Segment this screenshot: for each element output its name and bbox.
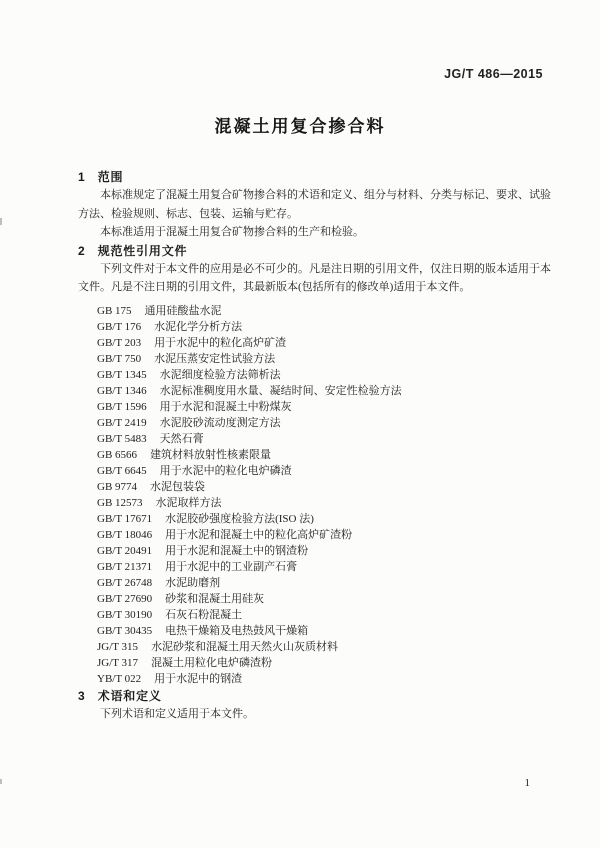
- reference-item: [97, 511, 560, 527]
- reference-title: 建筑材料放射性核素限量: [150, 448, 272, 461]
- reference-code: GB/T 27690: [97, 592, 153, 605]
- reference-code: GB/T 17671: [97, 512, 153, 525]
- reference-title: 用于水泥中的粒化高炉矿渣: [154, 336, 287, 349]
- scan-artifact: [0, 779, 2, 784]
- reference-item: [97, 543, 560, 559]
- document-body: [78, 168, 560, 723]
- reference-title: 水泥压蒸安定性试验方法: [154, 352, 276, 365]
- references-list: [78, 303, 560, 687]
- reference-title: 水泥化学分析方法: [154, 320, 243, 333]
- reference-title: 水泥包装袋: [150, 480, 206, 493]
- reference-code: GB/T 6645: [97, 464, 147, 477]
- reference-code: GB 6566: [97, 448, 138, 461]
- reference-title: 电热干燥箱及电热鼓风干燥箱: [165, 624, 309, 637]
- reference-item: [97, 591, 560, 607]
- standard-code-header: JG/T 486—2015: [444, 67, 543, 81]
- reference-title: 砂浆和混凝土用硅灰: [165, 592, 265, 605]
- section-number: 3: [78, 688, 85, 703]
- paragraph: 下列文件对于本文件的应用是必不可少的。凡是注日期的引用文件，仅注日期的版本适用于本文件。凡是不注日期的引用文件，其最新版本(包括所有的修改单)适用于本文件。: [78, 262, 551, 293]
- reference-item: [97, 335, 560, 351]
- reference-title: 混凝土用粒化电炉磷渣粉: [151, 656, 273, 669]
- section-title: 规范性引用文件: [97, 243, 188, 258]
- section-title: 范围: [97, 170, 124, 184]
- section-number: 2: [78, 243, 85, 258]
- reference-title: 水泥取样方法: [155, 496, 222, 509]
- reference-item: [97, 463, 560, 479]
- reference-item: [97, 367, 560, 383]
- paragraph: 本标准适用于混凝土用复合矿物掺合料的生产和检验。: [100, 226, 364, 238]
- reference-title: 天然石膏: [159, 432, 204, 445]
- reference-code: GB/T 30190: [97, 608, 153, 621]
- reference-item: [97, 415, 560, 431]
- reference-item: [97, 671, 560, 687]
- reference-title: 石灰石粉混凝土: [165, 608, 243, 621]
- reference-item: [97, 639, 560, 655]
- reference-item: [97, 383, 560, 399]
- reference-title: 水泥标准稠度用水量、凝结时间、安定性检验方法: [159, 384, 402, 397]
- reference-code: GB 175: [97, 304, 132, 317]
- section-heading-scope: [78, 168, 560, 186]
- reference-title: 水泥砂浆和混凝土用天然火山灰质材料: [151, 640, 339, 653]
- reference-item: [97, 447, 560, 463]
- reference-title: 水泥细度检验方法筛析法: [159, 368, 281, 381]
- reference-title: 水泥胶砂强度检验方法(ISO 法): [165, 512, 314, 525]
- reference-title: 水泥助磨剂: [165, 576, 221, 589]
- reference-item: [97, 575, 560, 591]
- reference-title: 用于水泥中的钢渣: [154, 672, 243, 685]
- reference-title: 用于水泥中的工业副产石膏: [165, 560, 298, 573]
- paragraph: 下列术语和定义适用于本文件。: [100, 707, 254, 720]
- reference-code: GB/T 30435: [97, 624, 153, 637]
- reference-item: [97, 607, 560, 623]
- reference-title: 用于水泥和混凝土中的钢渣粉: [165, 544, 309, 557]
- section-title: 术语和定义: [97, 688, 162, 703]
- reference-item: [97, 495, 560, 511]
- reference-code: JG/T 317: [97, 656, 139, 669]
- paragraph: 本标准规定了混凝土用复合矿物掺合料的术语和定义、组分与材料、分类与标记、要求、试验方法、检验规则、标志、包装、运输与贮存。: [78, 189, 551, 220]
- reference-item: [97, 351, 560, 367]
- reference-code: GB/T 21371: [97, 560, 153, 573]
- reference-title: 用于水泥和混凝土中粉煤灰: [159, 400, 292, 413]
- reference-code: GB/T 203: [97, 336, 142, 349]
- reference-code: GB/T 176: [97, 320, 142, 333]
- page-number: 1: [524, 777, 530, 789]
- reference-item: [97, 527, 560, 543]
- reference-code: GB/T 18046: [97, 528, 153, 541]
- scan-artifact: [0, 218, 2, 225]
- document-title: 混凝土用复合掺合料: [214, 117, 386, 136]
- reference-title: 用于水泥中的粒化电炉磷渣: [159, 464, 292, 477]
- reference-item: [97, 479, 560, 495]
- reference-item: [97, 303, 560, 319]
- section-heading-normative-references: [78, 242, 560, 260]
- reference-item: [97, 431, 560, 447]
- reference-item: [97, 559, 560, 575]
- reference-code: GB/T 750: [97, 352, 142, 365]
- reference-code: JG/T 315: [97, 640, 139, 653]
- section-heading-terms-definitions: [78, 687, 560, 705]
- reference-code: GB/T 2419: [97, 416, 147, 429]
- reference-title: 水泥胶砂流动度测定方法: [159, 416, 281, 429]
- reference-code: GB/T 1346: [97, 384, 147, 397]
- reference-code: GB 12573: [97, 496, 143, 509]
- reference-item: [97, 399, 560, 415]
- reference-item: [97, 655, 560, 671]
- reference-title: 用于水泥和混凝土中的粒化高炉矿渣粉: [165, 528, 353, 541]
- reference-code: GB/T 1596: [97, 400, 147, 413]
- reference-code: GB/T 5483: [97, 432, 147, 445]
- section-number: 1: [78, 170, 85, 184]
- reference-item: [97, 319, 560, 335]
- reference-code: GB 9774: [97, 480, 138, 493]
- reference-item: [97, 623, 560, 639]
- reference-code: GB/T 26748: [97, 576, 153, 589]
- reference-code: GB/T 1345: [97, 368, 147, 381]
- reference-code: YB/T 022: [97, 672, 142, 685]
- reference-title: 通用硅酸盐水泥: [144, 304, 222, 317]
- reference-code: GB/T 20491: [97, 544, 153, 557]
